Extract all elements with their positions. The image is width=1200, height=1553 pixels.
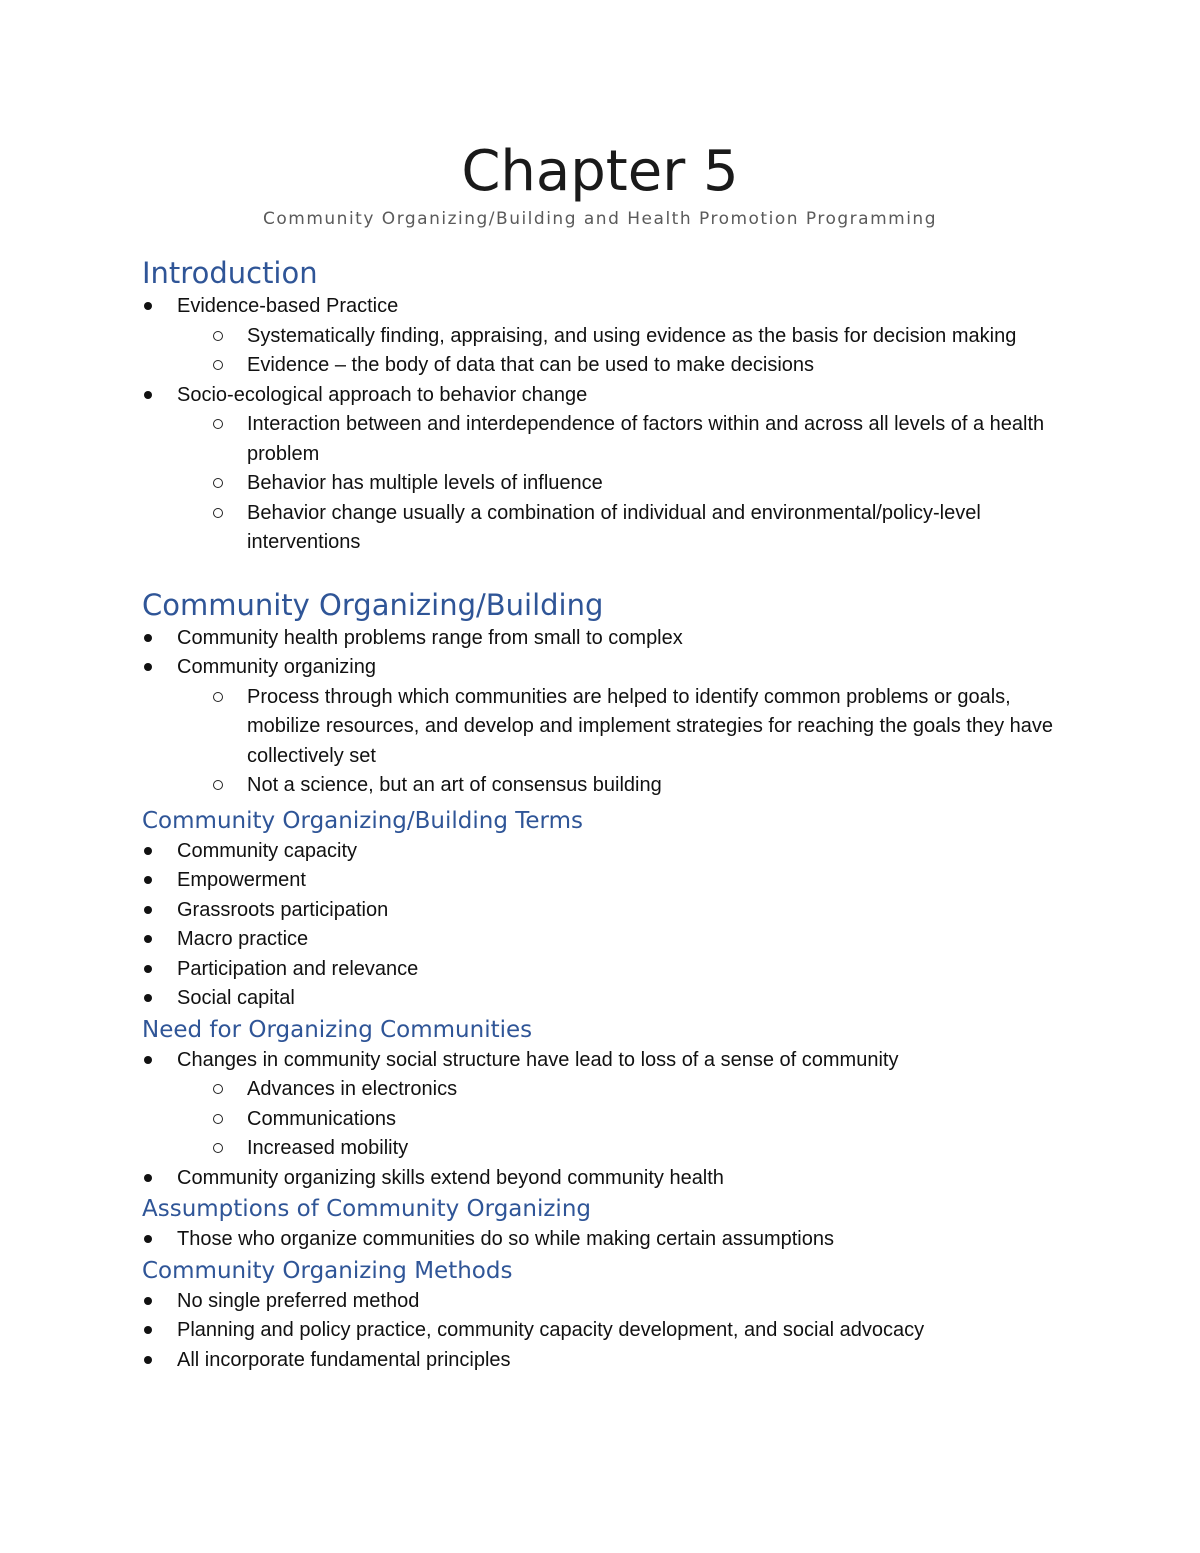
bullet-list (142, 1287, 1062, 1376)
section-heading: Community Organizing Methods (142, 1257, 513, 1284)
bullet-icon (144, 847, 152, 855)
bullet-list (142, 624, 1062, 801)
circle-bullet-icon (213, 360, 223, 370)
bullet-icon (144, 1356, 152, 1364)
list-item: Changes in community social structure have lead to loss of a sense of community (142, 1046, 1062, 1076)
list-item: Evidence-based Practice (142, 292, 1062, 322)
section-heading: Assumptions of Community Organizing (142, 1196, 591, 1222)
section-terms (142, 805, 1062, 1014)
section-methods (142, 1255, 1062, 1376)
bullet-icon (144, 302, 152, 310)
circle-bullet-icon (213, 1084, 223, 1094)
list-item: All incorporate fundamental principles (142, 1346, 1062, 1376)
bullet-icon (144, 634, 152, 642)
list-item: Community health problems range from small to complex (142, 624, 1062, 654)
bullet-icon (144, 663, 152, 671)
section-heading: Community Organizing/Building Terms (142, 807, 583, 834)
sub-list-item: Process through which communities are helped to identify common problems or goals, mobilize resources, and develop and implement strategies for reaching the goals they have collectively set (142, 683, 1062, 772)
circle-bullet-icon (213, 692, 223, 702)
list-item: Social capital (142, 984, 1062, 1014)
section-heading: Community Organizing/Building (142, 587, 604, 622)
circle-bullet-icon (213, 419, 223, 429)
bullet-icon (144, 906, 152, 914)
sub-list-item: Increased mobility (142, 1134, 1062, 1164)
list-item: Empowerment (142, 866, 1062, 896)
sub-list-item: Communications (142, 1105, 1062, 1135)
bullet-icon (144, 935, 152, 943)
section-heading: Introduction (142, 256, 318, 290)
circle-bullet-icon (213, 1114, 223, 1124)
bullet-list (142, 837, 1062, 1014)
sub-list-item: Behavior change usually a combination of individual and environmental/policy-level interventions (142, 499, 1062, 558)
circle-bullet-icon (213, 508, 223, 518)
sub-list-item: Behavior has multiple levels of influence (142, 469, 1062, 499)
sub-list-item: Systematically finding, appraising, and using evidence as the basis for decision making (142, 322, 1062, 352)
list-item: Community organizing skills extend beyond community health (142, 1164, 1062, 1194)
circle-bullet-icon (213, 478, 223, 488)
list-item: Participation and relevance (142, 955, 1062, 985)
bullet-icon (144, 1174, 152, 1182)
list-item: Planning and policy practice, community capacity development, and social advocacy (142, 1316, 1062, 1346)
list-item: Community organizing (142, 653, 1062, 683)
sub-list-item: Advances in electronics (142, 1075, 1062, 1105)
circle-bullet-icon (213, 331, 223, 341)
section-need (142, 1014, 1062, 1194)
bullet-list (142, 1225, 1062, 1255)
list-item: Community capacity (142, 837, 1062, 867)
sub-list-item: Interaction between and interdependence of factors within and across all levels of a health problem (142, 410, 1062, 469)
sub-list-item: Not a science, but an art of consensus building (142, 771, 1062, 801)
section-community-organizing (142, 586, 1062, 801)
bullet-list (142, 1046, 1062, 1194)
bullet-icon (144, 994, 152, 1002)
bullet-icon (144, 1235, 152, 1243)
bullet-icon (144, 391, 152, 399)
page-subtitle: Community Organizing/Building and Health Promotion Programming (263, 209, 937, 229)
bullet-icon (144, 1297, 152, 1305)
list-item: Macro practice (142, 925, 1062, 955)
list-item: Grassroots participation (142, 896, 1062, 926)
list-item: No single preferred method (142, 1287, 1062, 1317)
bullet-list (142, 292, 1062, 558)
document-body (142, 254, 1062, 1375)
section-introduction (142, 254, 1062, 558)
circle-bullet-icon (213, 1143, 223, 1153)
sub-list-item: Evidence – the body of data that can be used to make decisions (142, 351, 1062, 381)
list-item: Socio-ecological approach to behavior change (142, 381, 1062, 411)
page-title: Chapter 5 (461, 139, 739, 204)
section-heading: Need for Organizing Communities (142, 1016, 533, 1043)
bullet-icon (144, 1056, 152, 1064)
bullet-icon (144, 1326, 152, 1334)
list-item: Those who organize communities do so while making certain assumptions (142, 1225, 1062, 1255)
section-assumptions (142, 1193, 1062, 1255)
bullet-icon (144, 876, 152, 884)
bullet-icon (144, 965, 152, 973)
circle-bullet-icon (213, 780, 223, 790)
